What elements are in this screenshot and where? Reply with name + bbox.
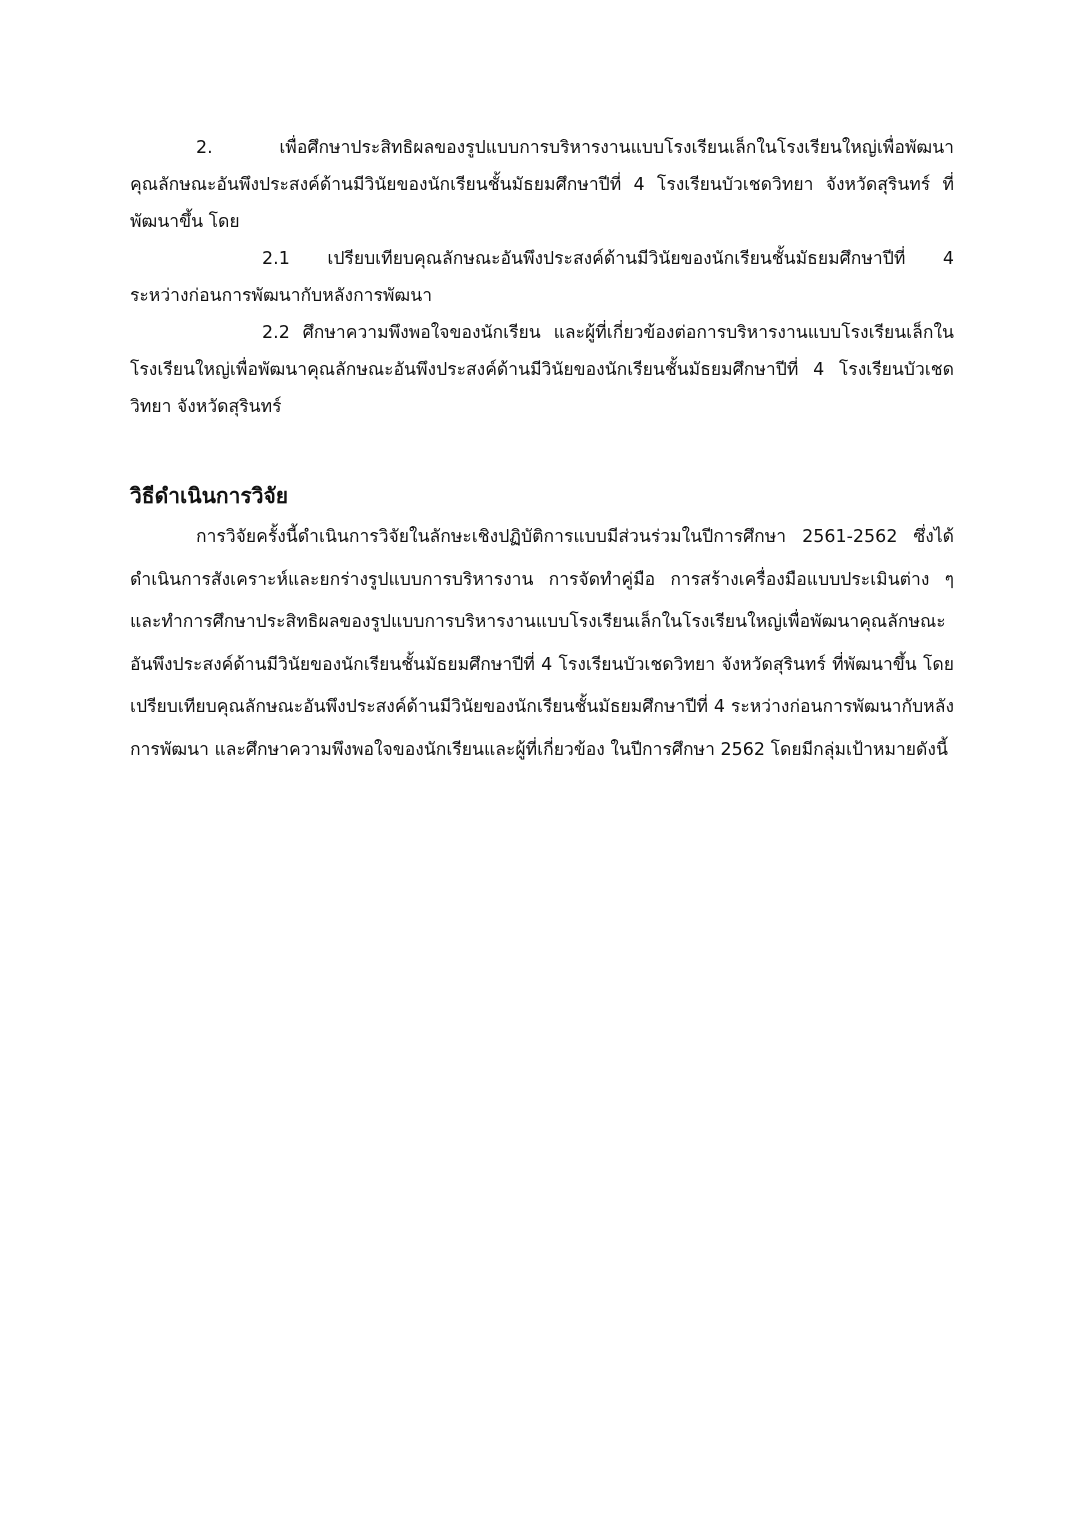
objective-2-2-paragraph: 2.2 ศึกษาความพึงพอใจของนักเรียน และผู้ที่เกี่ยวข้องต่อการบริหารงานแบบโรงเรียนเล็กในโรงเรียนใหญ่เพื่อพัฒนาคุณลักษณะอันพึงประสงค์ด้านมีวินัยของนักเรียนชั้นมัธยมศึกษาปีที่ 4 โรงเรียนบัวเชดวิทยา จังหวัดสุรินทร์ <box>130 323 954 417</box>
objective-2-paragraph: 2. เพื่อศึกษาประสิทธิผลของรูปแบบการบริหารงานแบบโรงเรียนเล็กในโรงเรียนใหญ่เพื่อพัฒนาคุณลักษณะอันพึงประสงค์ด้านมีวินัยของนักเรียนชั้นมัธยมศึกษาปีที่ 4 โรงเรียนบัวเชดวิทยา จังหวัดสุรินทร์ ที่พัฒนาขึ้น โดย <box>130 138 954 232</box>
objective-2-1-paragraph: 2.1 เปรียบเทียบคุณลักษณะอันพึงประสงค์ด้านมีวินัยของนักเรียนชั้นมัธยมศึกษาปีที่ 4 ระหว่างก่อนการพัฒนากับหลังการพัฒนา <box>130 249 954 306</box>
methodology-heading: วิธีดำเนินการวิจัย <box>130 484 289 508</box>
methodology-paragraph: การวิจัยครั้งนี้ดำเนินการวิจัยในลักษะเชิงปฏิบัติการแบบมีส่วนร่วมในปีการศึกษา 2561-2562 ซึ่งได้ดำเนินการสังเคราะห์และยกร่างรูปแบบการบริหารงาน การจัดทำคู่มือ การสร้างเครื่องมือแบบประเมินต่าง ๆ และทำการศึกษาประสิทธิผลของรูปแบบการบริหารงานแบบโรงเรียนเล็กในโรงเรียนใหญ่เพื่อพัฒนาคุณลักษณะอันพึงประสงค์ด้านมีวินัยของนักเรียนชั้นมัธยมศึกษาปีที่ 4 โรงเรียนบัวเชดวิทยา จังหวัดสุรินทร์ ที่พัฒนาขึ้น โดยเปรียบเทียบคุณลักษณะอันพึงประสงค์ด้านมีวินัยของนักเรียนชั้นมัธยมศึกษาปีที่ 4 ระหว่างก่อนการพัฒนากับหลังการพัฒนา และศึกษาความพึงพอใจของนักเรียนและผู้ที่เกี่ยวข้อง ในปีการศึกษา 2562 โดยมีกลุ่มเป้าหมายดังนี้ <box>130 527 954 760</box>
